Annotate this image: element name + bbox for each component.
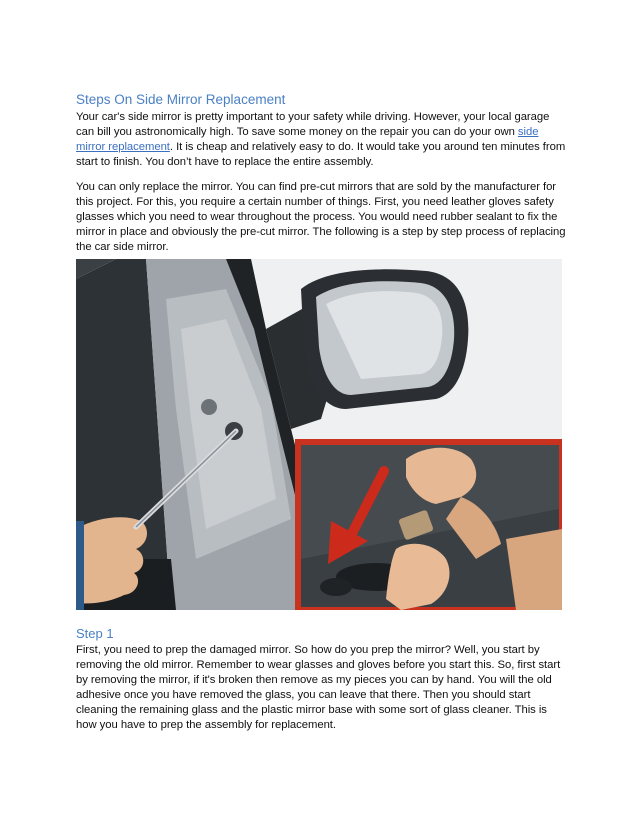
- intro-text-before-link: Your car's side mirror is pretty important to your safety while driving. However, your local garage can bill you astronomically high. To save some money on the repair you can do your own: [76, 111, 550, 138]
- step-1-paragraph: First, you need to prep the damaged mirror. So how do you prep the mirror? Well, you start by removing the old mirror. Remember to wear glasses and gloves before you start this. So, first start by removing the mirror, if it's broken then remove as my pieces you can by hand. You will the old adhesive once you have removed the glass, you can leave that there. Then you should start cleaning the remaining glass and the plastic mirror base with some sort of glass cleaner. This is how you have to prep the assembly for replacement.: [76, 644, 561, 731]
- side-mirror-replacement-link[interactable]: side mirror replacement: [76, 126, 539, 153]
- requirements-paragraph: You can only replace the mirror. You can find pre-cut mirrors that are sold by the manufacturer for this project. For this, you require a certain number of things. First, you need leather gloves safety glasses which you need to wear throughout the process. You would need rubber sealant to fix the mirror in place and obviously the pre-cut mirror. The following is a step by step process of replacing the car side mirror.: [76, 181, 566, 253]
- side-mirror-repair-illustration: [76, 259, 562, 610]
- intro-paragraph: [76, 110, 566, 170]
- article-title: Steps On Side Mirror Replacement: [76, 92, 286, 107]
- step-1-heading: Step 1: [76, 626, 114, 641]
- intro-text-after-link: . It is cheap and relatively easy to do. It would take you around ten minutes from start to finish. You don’t have to replace the entire assembly.: [76, 141, 566, 168]
